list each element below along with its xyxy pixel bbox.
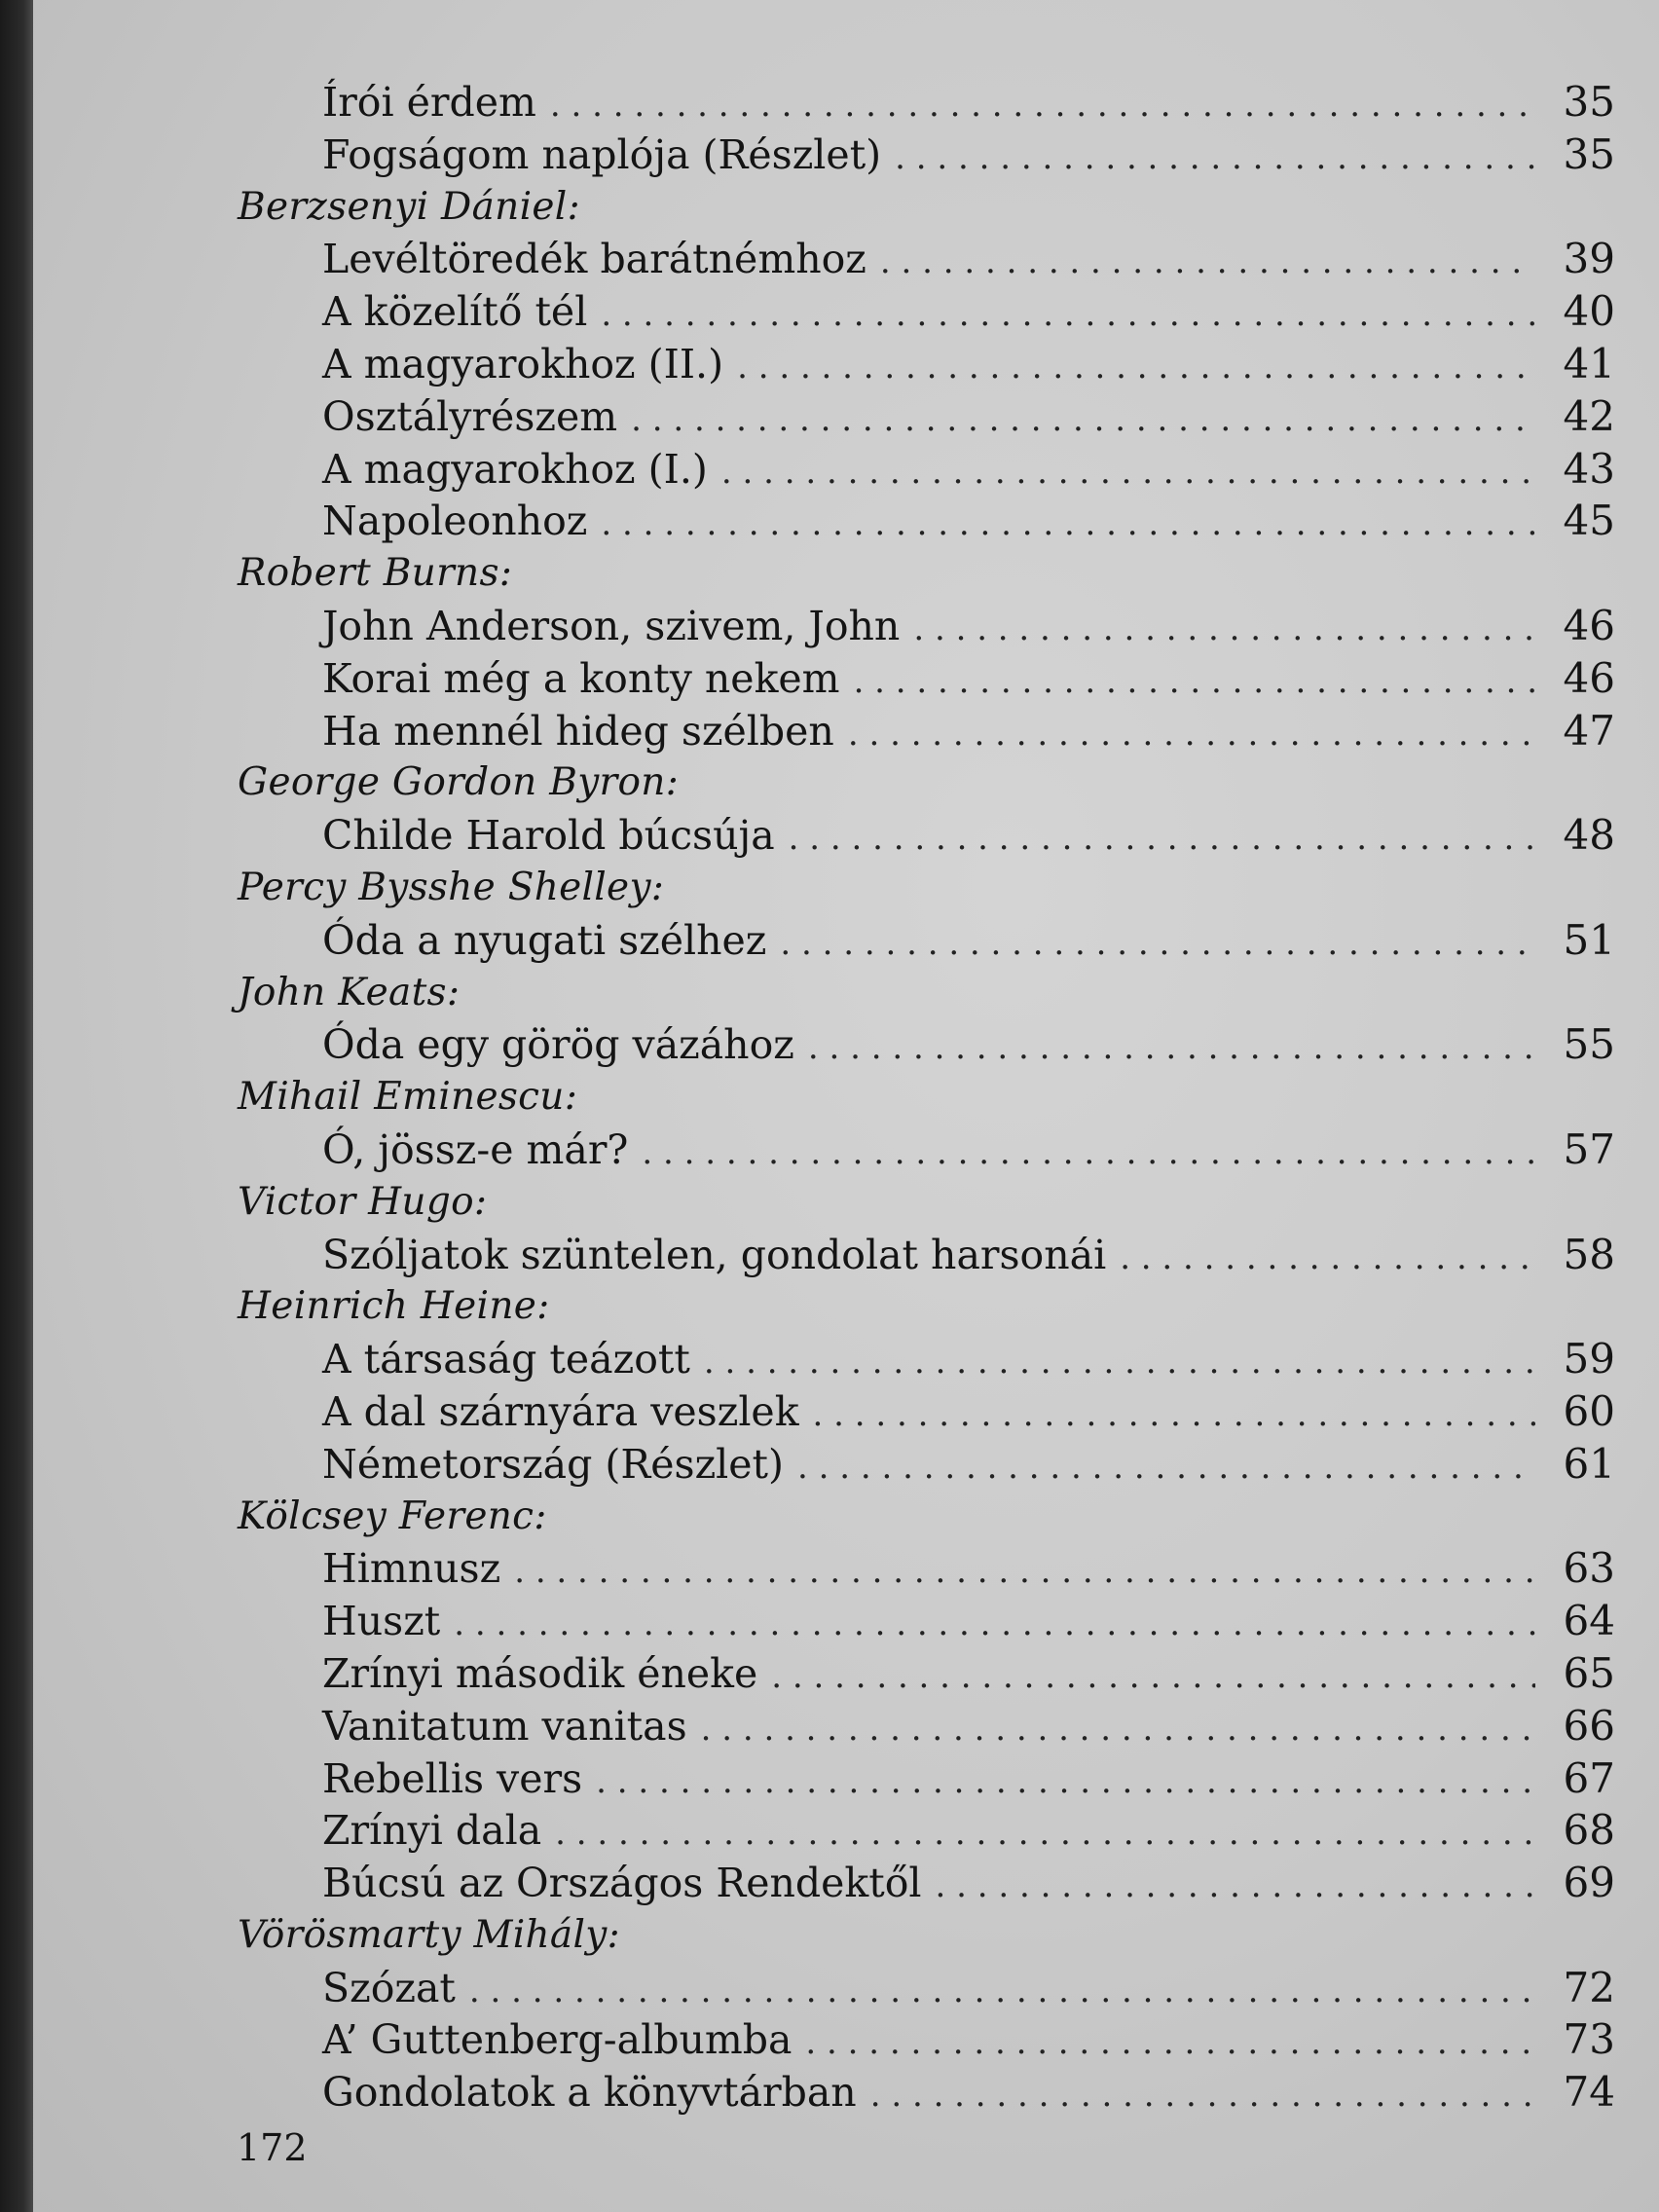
toc-entry-page: 66 [1563,1701,1615,1750]
toc-entry [33,1542,1615,1595]
toc-entry [33,443,1615,496]
toc-entry [33,495,1615,547]
toc-entry-page: 73 [1563,2015,1615,2064]
toc-entry-page: 51 [1563,915,1615,964]
toc-entry [33,1018,1615,1071]
toc-entry-page: 64 [1563,1597,1615,1645]
toc-entry-title: Írói érdem [322,79,536,126]
toc-entry [33,652,1615,705]
toc-entry-title: John Anderson, szivem, John [322,602,901,649]
toc-author-heading: Kölcsey Ferenc: [238,1493,547,1538]
dot-leader [913,604,1535,656]
toc-entry-page: 35 [1563,129,1615,178]
toc-entry-page: 43 [1563,444,1615,493]
toc-entry-title: Napoleonhoz [322,498,588,545]
toc-entry-title: A közelítő tél [322,288,588,336]
toc-author-heading: Heinrich Heine: [238,1284,550,1329]
toc-entry-page: 61 [1563,1439,1615,1488]
toc-entry-page: 35 [1563,78,1615,126]
toc-entry [33,2066,1615,2119]
toc-entry-page: 41 [1563,339,1615,387]
toc-entry-page: 39 [1563,235,1615,283]
toc-entry [33,914,1615,967]
toc-entry-page: 59 [1563,1335,1615,1383]
toc-entry-page: 72 [1563,1963,1615,2011]
toc-entry-title: Óda egy görög vázához [322,1021,794,1069]
dot-leader [936,1861,1535,1913]
toc-author-heading: Berzsenyi Dániel: [238,184,580,229]
toc-author-heading: Victor Hugo: [238,1179,488,1224]
dot-leader [870,2070,1535,2122]
toc-author-heading: Percy Bysshe Shelley: [238,865,665,909]
toc-author-heading: John Keats: [238,970,461,1014]
toc-entry [33,1700,1615,1752]
dot-leader [596,1756,1535,1809]
toc-entry [33,76,1615,129]
book-spine-shadow [0,0,33,2212]
toc-entry-title: Childe Harold búcsúja [322,812,775,860]
toc-author-heading: Mihail Eminescu: [238,1075,578,1120]
dot-leader [813,1389,1535,1442]
table-of-contents [33,76,1659,2119]
toc-entry-title: A magyarokhoz (I.) [322,445,708,493]
toc-entry-title: Vanitatum vanitas [322,1702,687,1750]
dot-leader [631,394,1535,447]
toc-entry [33,233,1615,285]
toc-entry [33,285,1615,338]
toc-entry-title: A magyarokhoz (II.) [322,340,724,387]
toc-entry-title: Búcsú az Országos Rendektől [322,1860,922,1907]
dot-leader [642,1127,1535,1180]
toc-entry-page: 58 [1563,1230,1615,1278]
toc-entry-page: 42 [1563,391,1615,440]
dot-leader [771,1651,1535,1704]
toc-entry-title: A társaság teázott [322,1336,690,1383]
toc-entry-page: 45 [1563,497,1615,545]
toc-entry-page: 68 [1563,1806,1615,1855]
toc-entry-page: 74 [1563,2068,1615,2117]
dot-leader [469,1966,1535,2018]
toc-entry [33,1124,1615,1176]
toc-entry-title: Gondolatok a könyvtárban [322,2069,857,2117]
toc-entry-page: 55 [1563,1020,1615,1069]
dot-leader [848,709,1535,761]
toc-entry-title: Korai még a konty nekem [322,654,840,702]
toc-entry-page: 63 [1563,1544,1615,1593]
toc-entry-title: Óda a nyugati szélhez [322,916,767,964]
toc-entry [33,1595,1615,1647]
dot-leader [721,447,1535,499]
toc-entry-page: 48 [1563,811,1615,860]
toc-entry [33,1647,1615,1700]
toc-entry-title: A’ Guttenberg-albumba [322,2016,793,2064]
dot-leader [808,1022,1535,1075]
toc-entry-title: Huszt [322,1598,441,1645]
toc-entry [33,1438,1615,1491]
dot-leader [737,342,1535,394]
dot-leader [601,289,1535,342]
dot-leader [601,498,1535,551]
toc-entry-page: 60 [1563,1386,1615,1435]
toc-entry-title: Osztályrészem [322,392,618,440]
toc-entry [33,2013,1615,2066]
dot-leader [780,918,1535,971]
toc-entry-page: 57 [1563,1124,1615,1173]
page-number: 172 [237,2126,308,2169]
toc-entry [33,600,1615,652]
toc-entry-title: Himnusz [322,1545,501,1593]
toc-entry [33,1385,1615,1438]
toc-entry-title: Szózat [322,1964,456,2011]
toc-entry [33,338,1615,390]
toc-entry [33,390,1615,443]
toc-author-heading: Robert Burns: [238,551,513,596]
toc-entry [33,1962,1615,2014]
toc-entry-page: 67 [1563,1753,1615,1802]
toc-entry-page: 69 [1563,1859,1615,1907]
toc-entry-title: Szóljatok szüntelen, gondolat harsonái [322,1231,1107,1278]
toc-author-heading: George Gordon Byron: [238,760,680,805]
toc-author-heading: Vörösmarty Mihály: [238,1912,621,1957]
toc-entry [33,129,1615,181]
toc-entry-title: Németország (Részlet) [322,1440,785,1488]
toc-entry-page: 40 [1563,287,1615,336]
toc-entry [33,1857,1615,1909]
dot-leader [1120,1233,1535,1285]
toc-entry-title: Rebellis vers [322,1754,583,1802]
dot-leader [555,1808,1535,1861]
toc-entry-title: Zrínyi második éneke [322,1649,758,1697]
dot-leader [789,813,1535,866]
toc-entry-title: Levéltöredék barátnémhoz [322,236,866,283]
dot-leader [514,1546,1535,1599]
toc-entry [33,1804,1615,1857]
toc-entry-title: Ó, jössz-e már? [322,1125,629,1173]
book-page [33,0,1659,2212]
toc-entry-title: A dal szárnyára veszlek [322,1387,799,1435]
toc-entry [33,705,1615,757]
toc-entry [33,1752,1615,1805]
dot-leader [550,80,1535,132]
toc-entry-page: 46 [1563,601,1615,649]
toc-entry-title: Ha mennél hideg szélben [322,707,834,755]
dot-leader [854,656,1535,709]
toc-entry-title: Fogságom naplója (Részlet) [322,130,882,178]
dot-leader [454,1599,1535,1651]
dot-leader [805,2017,1535,2070]
toc-entry-page: 65 [1563,1648,1615,1697]
toc-entry [33,1333,1615,1385]
toc-entry [33,809,1615,862]
toc-entry-title: Zrínyi dala [322,1807,542,1855]
dot-leader [704,1337,1535,1389]
dot-leader [701,1704,1535,1756]
dot-leader [797,1442,1535,1494]
toc-entry-page: 47 [1563,706,1615,755]
toc-entry [33,1229,1615,1281]
dot-leader [895,132,1535,185]
toc-entry-page: 46 [1563,653,1615,702]
dot-leader [880,237,1535,289]
